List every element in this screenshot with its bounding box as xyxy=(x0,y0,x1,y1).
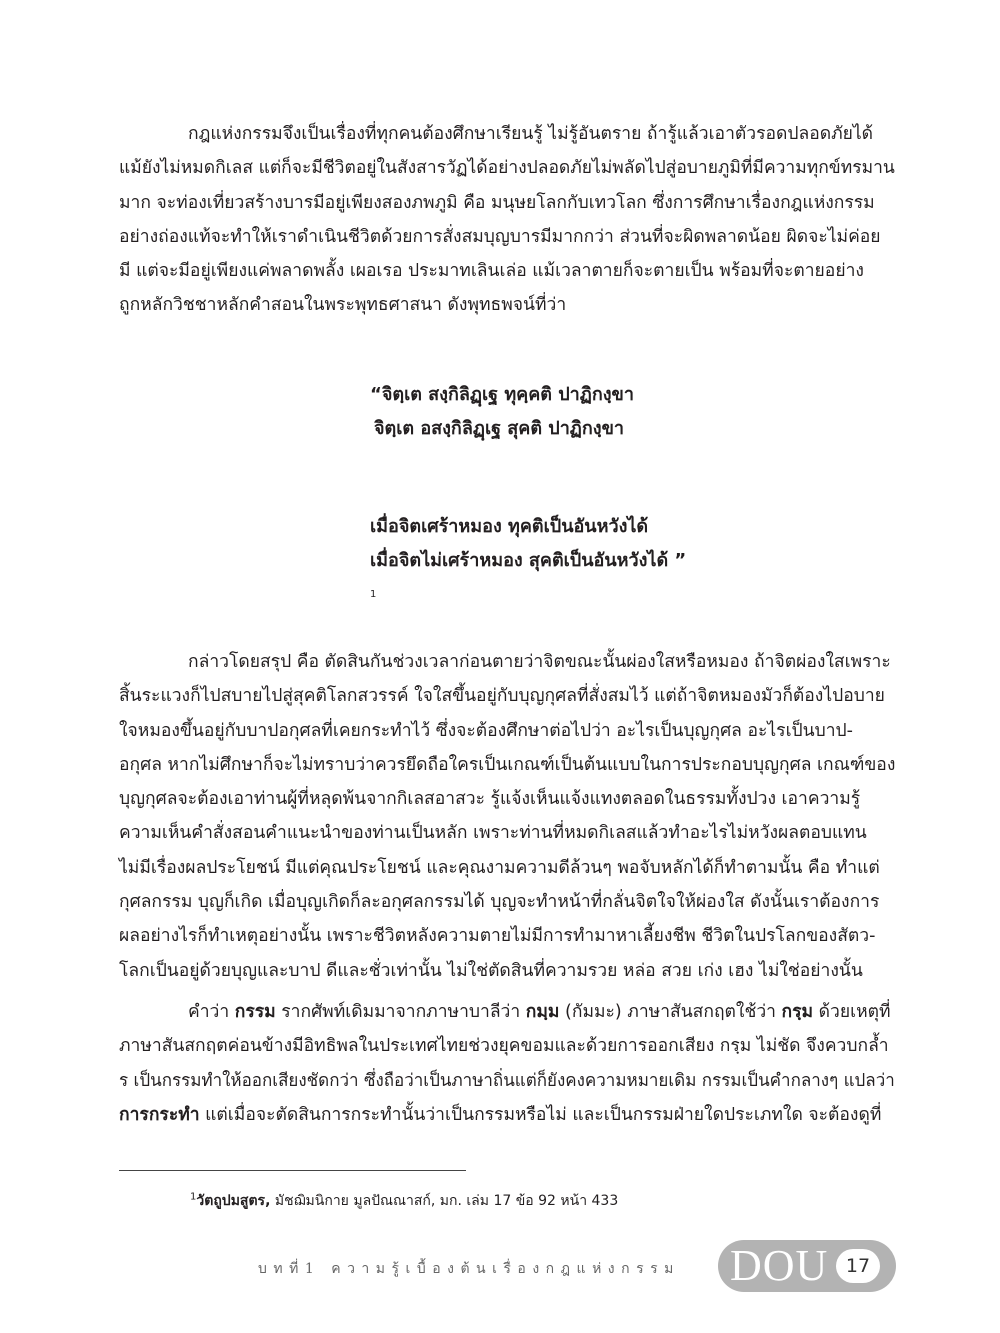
term-pali: กมฺม xyxy=(525,1002,560,1022)
text-line: การกระทำ แต่เมื่อจะตัดสินการกระทำนั้นว่าเป็นกรรมหรือไม่ และเป็นกรรมฝ่ายใดประเภทใด จะต้องดูที่ xyxy=(119,1104,882,1125)
text-line: กล่าวโดยสรุป คือ ตัดสินกันช่วงเวลาก่อนตายว่าจิตขณะนั้นผ่องใสหรือหมอง ถ้าจิตผ่องใสเพราะ xyxy=(188,652,891,672)
verse-pali xyxy=(370,378,634,446)
verse-line: จิตฺเต อสงฺกิลิฏฺเฐ สุคติ ปาฏิกงฺขา xyxy=(374,418,624,439)
text-line: ภาษาสันสกฤตค่อนข้างมีอิทธิพลในประเทศไทยช่วงยุคขอมและด้วยการออกเสียง กรฺม ไม่ชัด จึงควบกล้ำ xyxy=(119,1036,889,1057)
footnote-mark: 1 xyxy=(190,1191,197,1203)
text-line: โลกเป็นอยู่ด้วยบุญและบาป ดีและชั่วเท่านั้น ไม่ใช่ตัดสินที่ความรวย หล่อ สวย เก่ง เฮง ไม่ใช่อย่างนั้น xyxy=(119,960,863,981)
text-line: ร เป็นกรรมทำให้ออกเสียงชัดกว่า ซึ่งถือว่าเป็นภาษาถิ่นแต่ก็ยังคงความหมายเดิม กรรมเป็นคำกลางๆ แปลว่า xyxy=(119,1070,895,1091)
page-number: 17 xyxy=(836,1249,880,1283)
text-line: มาก จะท่องเที่ยวสร้างบารมีอยู่เพียงสองภพภูมิ คือ มนุษยโลกกับเทวโลก ซึ่งการศึกษาเรื่องกฎแห่งกรรม xyxy=(119,192,875,213)
term-kamma: กรรม xyxy=(234,1002,276,1022)
text-line: คำว่า กรรม รากศัพท์เดิมมาจากภาษาบาลีว่า กมฺม (กัมมะ) ภาษาสันสกฤตใช้ว่า กรฺม ด้วยเหตุที่ xyxy=(188,1002,891,1022)
verse-thai xyxy=(370,510,686,612)
text-line: ใจหมองขึ้นอยู่กับบาปอกุศลที่เคยกระทำไว้ ซึ่งจะต้องศึกษาต่อไปว่า อะไรเป็นบุญกุศล อะไรเป็นบาป- xyxy=(119,720,853,741)
footnote-title: วัตถูปมสูตร, xyxy=(196,1193,271,1209)
footnote-source: มัชฌิมนิกาย มูลปัณณาสก์, มก. เล่ม 17 ข้อ 92 หน้า 433 xyxy=(270,1193,619,1209)
paragraph-3 xyxy=(119,995,895,1132)
text-line: ผลอย่างไรก็ทำเหตุอย่างนั้น เพราะชีวิตหลังความตายไม่มีการทำมาหาเลี้ยงชีพ ชีวิตในปรโลกของสัตว- xyxy=(119,926,876,947)
text-line: ถูกหลักวิชชาหลักคำสอนในพระพุทธศาสนา ดังพุทธพจน์ที่ว่า xyxy=(119,295,567,316)
text-line: ไม่มีเรื่องผลประโยชน์ มีแต่คุณประโยชน์ และคุณงามความดีล้วนๆ พอจับหลักได้ก็ทำตามนั้น คือ ทำแต่ xyxy=(119,857,880,878)
term-action: การกระทำ xyxy=(119,1104,200,1125)
text-line: บุญกุศลจะต้องเอาท่านผู้ที่หลุดพ้นจากกิเลสอาสวะ รู้แจ้งเห็นแจ้งแทงตลอดในธรรมทั้งปวง เอาความรู้ xyxy=(119,789,861,810)
paragraph-1 xyxy=(119,117,895,323)
verse-line: เมื่อจิตเศร้าหมอง ทุคติเป็นอันหวังได้ xyxy=(370,516,649,537)
term-sanskrit: กรฺม xyxy=(781,1002,814,1022)
text-line: ความเห็นคำสั่งสอนคำแนะนำของท่านเป็นหลัก เพราะท่านที่หมดกิเลสแล้วทำอะไรไม่หวังผลตอบแทน xyxy=(119,823,867,844)
verse-line: “จิตฺเต สงฺกิลิฏฺเฐ ทุคฺคติ ปาฏิกงฺขา xyxy=(370,384,634,405)
text-line: อกุศล หากไม่ศึกษาก็จะไม่ทราบว่าควรยึดถือใครเป็นเกณฑ์เป็นต้นแบบในการประกอบบุญกุศล เกณฑ์ของ xyxy=(119,754,896,775)
chapter-running-footer: บทที่1 ความรู้เบื้องต้นเรื่องกฎแห่งกรรม xyxy=(258,1261,680,1277)
text-line: สิ้นระแวงก็ไปสบายไปสู่สุคติโลกสวรรค์ ใจใสขึ้นอยู่กับบุญกุศลที่สั่งสมไว้ แต่ถ้าจิตหมองมัวก็ต้องไปอบาย xyxy=(119,686,885,707)
text-line: มี แต่จะมีอยู่เพียงแค่พลาดพลั้ง เผอเรอ ประมาทเลินเล่อ แม้เวลาตายก็จะตายเป็น พร้อมที่จะตายอย่าง xyxy=(119,261,864,282)
text-line: กุศลกรรม บุญก็เกิด เมื่อบุญเกิดก็ละอกุศลกรรมได้ บุญจะทำหน้าที่กลั่นจิตใจให้ผ่องใส ดังนั้นเราต้องการ xyxy=(119,892,880,913)
text-line: แม้ยังไม่หมดกิเลส แต่ก็จะมีชีวิตอยู่ในสังสารวัฏได้อย่างปลอดภัยไม่พลัดไปสู่อบายภูมิที่มีความทุกข์ทรมาน xyxy=(119,158,895,179)
dou-logo: DOU xyxy=(730,1241,829,1290)
footnote xyxy=(190,1190,618,1212)
footnote-ref[interactable]: 1 xyxy=(370,589,377,600)
footnote-divider xyxy=(119,1170,466,1171)
verse-line: เมื่อจิตไม่เศร้าหมอง สุคติเป็นอันหวังได้ ” 1 xyxy=(370,544,686,612)
paragraph-2 xyxy=(119,645,895,988)
text-line: อย่างถ่องแท้จะทำให้เราดำเนินชีวิตด้วยการสั่งสมบุญบารมีมากกว่า ส่วนที่จะผิดพลาดน้อย ผิดจะไม่ค่อย xyxy=(119,226,881,247)
text-line: กฎแห่งกรรมจึงเป็นเรื่องที่ทุกคนต้องศึกษาเรียนรู้ ไม่รู้อันตราย ถ้ารู้แล้วเอาตัวรอดปลอดภัยได้ xyxy=(188,124,874,144)
